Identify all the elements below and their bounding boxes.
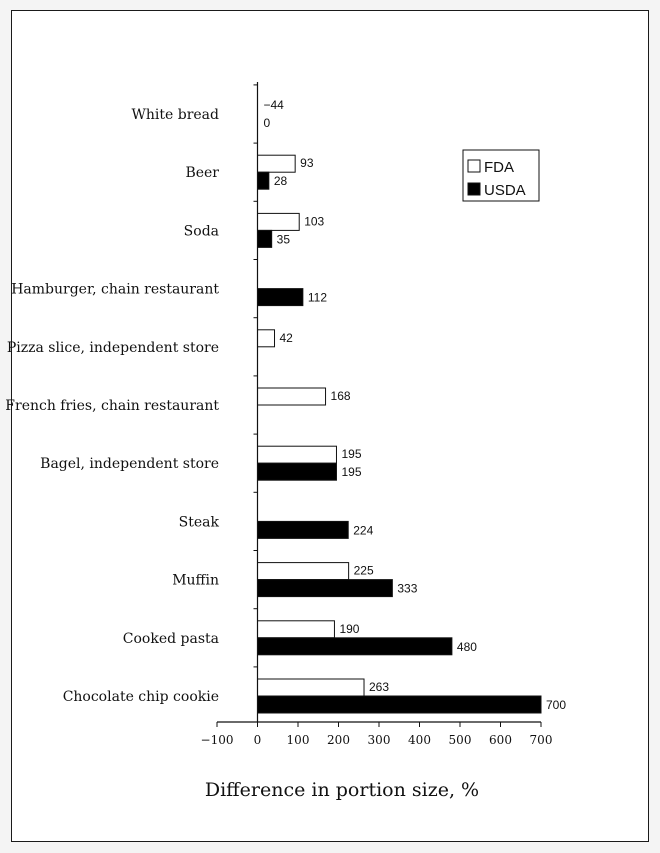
bar-usda-beer <box>258 172 269 189</box>
legend-swatch-usda <box>468 183 480 195</box>
data-label-usda-white-bread: 0 <box>263 116 271 130</box>
x-tick-label: 0 <box>253 733 262 747</box>
bar-fda-soda <box>258 213 300 230</box>
category-label-white-bread: White bread <box>131 107 219 123</box>
bar-usda-bagel-independent-store <box>258 463 337 480</box>
data-label-usda-soda: 35 <box>276 232 291 247</box>
data-label-usda-steak: 224 <box>353 523 374 538</box>
data-label-usda-cooked-pasta: 480 <box>456 639 477 654</box>
category-labels <box>5 107 219 705</box>
bar-fda-pizza-slice-independent-store <box>258 330 275 347</box>
x-tick-label: −100 <box>200 733 234 747</box>
x-tick-label: 200 <box>327 733 350 747</box>
bar-usda-muffin <box>258 580 393 597</box>
category-label-hamburger-chain-restaurant: Hamburger, chain restaurant <box>11 281 219 298</box>
data-label-fda-bagel-independent-store: 195 <box>341 447 362 462</box>
category-label-steak: Steak <box>178 514 219 531</box>
category-label-muffin: Muffin <box>172 572 219 589</box>
bar-fda-bagel-independent-store <box>258 446 337 463</box>
legend-label-usda: USDA <box>484 182 526 199</box>
bar-usda-cooked-pasta <box>258 638 452 655</box>
bar-usda-chocolate-chip-cookie <box>258 696 542 713</box>
bar-fda-cooked-pasta <box>258 621 335 638</box>
bar-fda-french-fries-chain-restaurant <box>258 388 326 405</box>
category-label-chocolate-chip-cookie: Chocolate chip cookie <box>62 689 219 705</box>
data-label-fda-french-fries-chain-restaurant: 168 <box>330 389 351 403</box>
category-label-soda: Soda <box>183 223 219 240</box>
data-label-fda-beer: 93 <box>300 156 314 171</box>
x-tick-label: 500 <box>448 733 472 747</box>
x-tick-label: 300 <box>367 733 391 747</box>
data-label-fda-white-bread: −44 <box>263 98 284 112</box>
data-label-fda-soda: 103 <box>304 214 325 229</box>
data-label-usda-chocolate-chip-cookie: 700 <box>546 698 567 712</box>
category-label-french-fries-chain-restaurant: French fries, chain restaurant <box>5 398 219 414</box>
data-label-fda-pizza-slice-independent-store: 42 <box>279 330 293 345</box>
bar-fda-chocolate-chip-cookie <box>258 679 365 696</box>
legend-swatch-fda <box>468 160 480 172</box>
category-label-pizza-slice-independent-store: Pizza slice, independent store <box>6 339 219 356</box>
data-label-fda-cooked-pasta: 190 <box>339 621 360 636</box>
x-tick-label: 600 <box>489 733 512 747</box>
category-label-bagel-independent-store: Bagel, independent store <box>40 456 219 473</box>
x-axis-label: Difference in portion size, % <box>204 779 480 801</box>
category-label-beer: Beer <box>185 165 219 182</box>
bar-usda-soda <box>258 230 272 247</box>
x-tick-label: 400 <box>408 733 431 747</box>
bar-fda-muffin <box>258 563 349 580</box>
data-label-fda-chocolate-chip-cookie: 263 <box>369 680 390 694</box>
bar-usda-hamburger-chain-restaurant <box>258 289 303 306</box>
legend-label-fda: FDA <box>484 159 514 176</box>
data-label-usda-hamburger-chain-restaurant: 112 <box>307 290 328 305</box>
bar-usda-steak <box>258 521 349 538</box>
category-label-cooked-pasta: Cooked pasta <box>122 630 219 647</box>
legend <box>463 150 539 201</box>
x-tick-label: 700 <box>529 733 553 747</box>
x-tick-label: 100 <box>286 733 310 747</box>
data-label-usda-muffin: 333 <box>397 581 418 596</box>
data-label-usda-bagel-independent-store: 195 <box>341 465 362 480</box>
bar-fda-beer <box>258 155 296 172</box>
data-label-fda-muffin: 225 <box>353 563 374 578</box>
data-label-usda-beer: 28 <box>273 174 288 189</box>
